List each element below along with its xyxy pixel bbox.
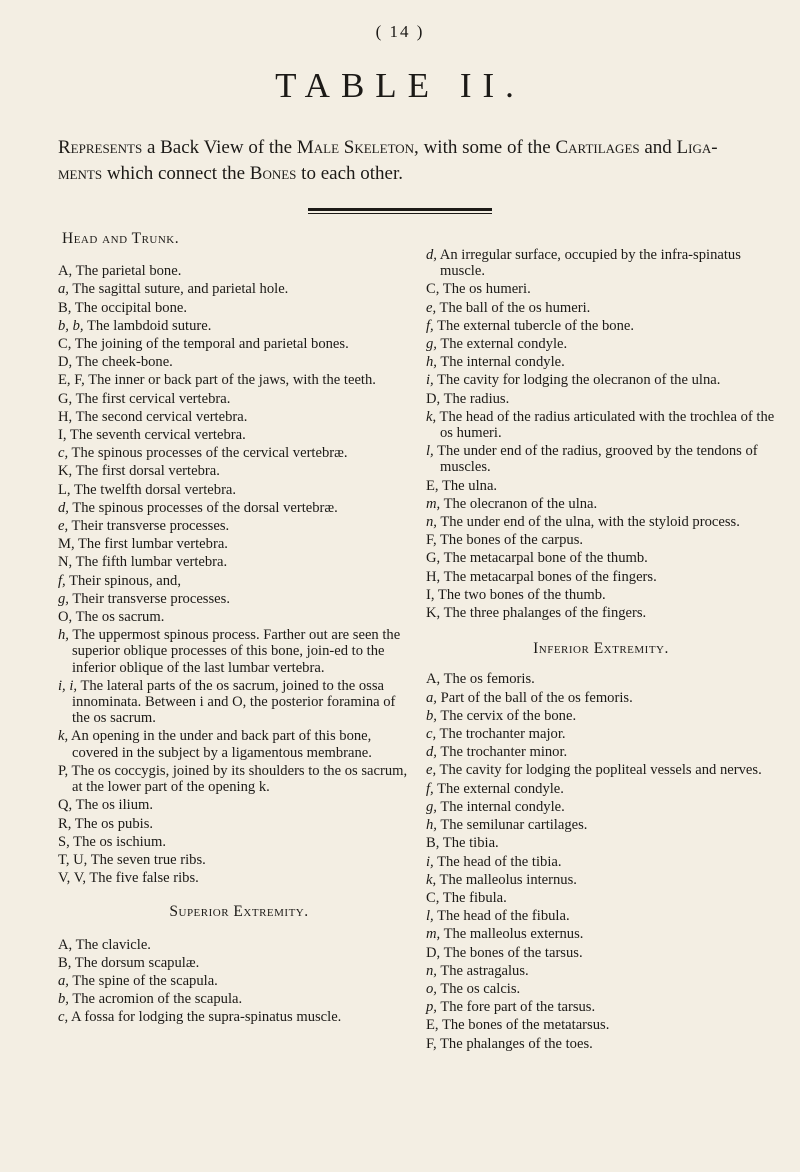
entry-key: T, U, xyxy=(58,851,88,868)
list-item xyxy=(426,336,776,352)
entry-key: D, xyxy=(426,390,441,407)
entry-text: The acromion of the scapula. xyxy=(72,991,243,1008)
list-item xyxy=(426,605,776,621)
entry-text: The lateral parts of the os sacrum, joined to the ossa innominata. Between i and O, the posterior foramina of the os sacrum. xyxy=(72,677,396,727)
entry-key: L, xyxy=(58,481,71,498)
entry-key: K, xyxy=(426,605,441,622)
list-item xyxy=(58,518,416,534)
entry-key: G, xyxy=(426,550,441,567)
list-item xyxy=(426,569,776,585)
entry-text: The head of the tibia. xyxy=(437,853,562,870)
list-item xyxy=(58,536,416,552)
list-item xyxy=(58,627,416,676)
list-item xyxy=(426,281,776,297)
subtitle-part: Bones xyxy=(249,163,297,184)
entry-key: A, xyxy=(426,671,441,688)
entry-text: The joining of the temporal and parietal bones. xyxy=(74,336,349,353)
entry-text: The spinous processes of the cervical vertebræ. xyxy=(71,445,348,462)
entry-key: g, xyxy=(426,336,437,353)
entry-text: The internal condyle. xyxy=(440,798,565,815)
list-item xyxy=(426,443,776,475)
entry-text: The first cervical vertebra. xyxy=(75,390,231,407)
entry-key: C, xyxy=(426,281,440,298)
list-item xyxy=(426,726,776,742)
list-item xyxy=(426,890,776,906)
list-item xyxy=(426,354,776,370)
entry-key: a, xyxy=(58,972,69,989)
entry-list-head-trunk xyxy=(58,263,416,886)
subtitle-part: to each other. xyxy=(296,163,403,184)
entry-text: The cheek-bone. xyxy=(75,354,173,371)
entry-key: d, xyxy=(426,744,437,761)
list-item xyxy=(426,963,776,979)
entry-text: The os ischium. xyxy=(73,833,166,850)
page-title: TABLE II. xyxy=(275,66,525,105)
entry-text: The three phalanges of the fingers. xyxy=(443,605,647,622)
list-item xyxy=(426,799,776,815)
entry-text: Their spinous, and, xyxy=(69,572,181,589)
list-item xyxy=(58,354,416,370)
entry-text: The bones of the metatarsus. xyxy=(441,1017,610,1034)
entry-text: The astragalus. xyxy=(440,962,529,979)
entry-key: i, xyxy=(426,372,434,389)
entry-key: k, xyxy=(426,408,437,425)
list-item xyxy=(58,463,416,479)
list-item xyxy=(426,872,776,888)
entry-key: c, xyxy=(58,445,69,462)
entry-key: i, i, xyxy=(58,677,78,694)
section-heading-inferior: Inferior Extremity. xyxy=(533,640,669,658)
entry-text: The external tubercle of the bone. xyxy=(437,317,635,334)
entry-key: a, xyxy=(58,281,69,298)
entry-text: The ulna. xyxy=(441,477,498,494)
list-item xyxy=(426,372,776,388)
entry-text: The os ilium. xyxy=(75,797,154,814)
entry-key: e, xyxy=(426,762,437,779)
list-item xyxy=(426,409,776,441)
entry-text: A fossa for lodging the supra-spinatus muscle. xyxy=(70,1009,342,1026)
entry-text: The seventh cervical vertebra. xyxy=(69,427,246,444)
entry-key: C, xyxy=(426,889,440,906)
entry-key: n, xyxy=(426,514,437,531)
entry-text: The trochanter minor. xyxy=(440,744,568,761)
entry-text: The os calcis. xyxy=(440,980,521,997)
list-item xyxy=(58,573,416,589)
list-item xyxy=(426,1017,776,1033)
entry-text: Their transverse processes. xyxy=(71,518,230,535)
entry-text: The metacarpal bone of the thumb. xyxy=(443,550,648,567)
entry-text: The spinous processes of the dorsal vertebræ. xyxy=(72,499,338,516)
entry-key: g, xyxy=(426,798,437,815)
entry-key: H, xyxy=(426,568,441,585)
entry-text: The os femoris. xyxy=(443,671,535,688)
entry-key: h, xyxy=(426,354,437,371)
entry-text: The head of the radius articulated with the trochlea of the os humeri. xyxy=(439,408,775,442)
entry-key: S, xyxy=(58,833,70,850)
entry-text: An opening in the under and back part of this bone, covered in the subject by a ligamentous membrane. xyxy=(70,728,372,761)
entry-text: The sagittal suture, and parietal hole. xyxy=(72,281,289,298)
list-item xyxy=(426,817,776,833)
entry-text: The metacarpal bones of the fingers. xyxy=(443,568,657,585)
list-item xyxy=(58,372,416,388)
entry-key: b, xyxy=(58,991,69,1008)
entry-text: Part of the ball of the os femoris. xyxy=(440,689,633,706)
entry-key: e, xyxy=(426,299,437,316)
list-item xyxy=(58,834,416,850)
subtitle-part: Represents xyxy=(58,137,143,158)
list-item xyxy=(426,1036,776,1052)
entry-text: The first lumbar vertebra. xyxy=(78,536,228,553)
list-item xyxy=(58,500,416,516)
list-item xyxy=(58,678,416,727)
entry-key: A, xyxy=(58,263,73,280)
entry-key: N, xyxy=(58,554,73,571)
entry-key: f, xyxy=(426,780,434,797)
entry-key: M, xyxy=(58,536,75,553)
subtitle-part: which connect the xyxy=(102,163,250,184)
entry-key: h, xyxy=(426,817,437,834)
list-item xyxy=(58,336,416,352)
list-item xyxy=(58,318,416,334)
entry-list-inferior xyxy=(426,671,776,1051)
list-item xyxy=(58,591,416,607)
entry-key: I, xyxy=(58,427,67,444)
entry-key: n, xyxy=(426,962,437,979)
list-item xyxy=(426,708,776,724)
entry-key: F, xyxy=(426,1035,437,1052)
subtitle-part: ments xyxy=(58,163,103,184)
list-item xyxy=(58,482,416,498)
entry-key: o, xyxy=(426,980,437,997)
list-item xyxy=(426,514,776,530)
list-item xyxy=(426,247,776,279)
entry-text: The occipital bone. xyxy=(74,299,188,316)
entry-key: H, xyxy=(58,408,73,425)
entry-key: G, xyxy=(58,390,73,407)
list-item xyxy=(426,781,776,797)
entry-key: D, xyxy=(58,354,73,371)
entry-text: The external condyle. xyxy=(440,336,568,353)
list-item xyxy=(426,744,776,760)
entry-text: The malleolus externus. xyxy=(443,926,584,943)
entry-text: An irregular surface, occupied by the infra-spinatus muscle. xyxy=(439,247,741,280)
entry-key: c, xyxy=(58,1009,69,1026)
entry-text: The os pubis. xyxy=(74,815,154,832)
list-item xyxy=(426,587,776,603)
list-item xyxy=(58,937,416,953)
entry-key: l, xyxy=(426,908,434,925)
entry-key: c, xyxy=(426,726,437,743)
list-item xyxy=(58,870,416,886)
list-item xyxy=(426,496,776,512)
list-item xyxy=(58,816,416,832)
subtitle-part: and xyxy=(639,137,677,158)
subtitle-part: Liga- xyxy=(676,137,718,158)
list-item xyxy=(58,955,416,971)
subtitle-part: Male Skeleton, xyxy=(296,137,419,158)
list-item xyxy=(426,690,776,706)
left-column xyxy=(58,231,416,1028)
entry-text: The cavity for lodging the olecranon of the ulna. xyxy=(437,372,721,389)
list-item xyxy=(426,999,776,1015)
entry-text: The seven true ribs. xyxy=(90,851,206,868)
entry-text: The uppermost spinous process. Farther out are seen the superior oblique processes of this bone, join-ed to the inferior oblique of the last lumbar vertebra. xyxy=(72,627,401,676)
entry-key: Q, xyxy=(58,797,73,814)
entry-key: h, xyxy=(58,627,69,644)
entry-key: e, xyxy=(58,518,69,535)
entry-text: The internal condyle. xyxy=(440,354,565,371)
entry-text: The cervix of the bone. xyxy=(440,707,577,724)
entry-text: The bones of the carpus. xyxy=(440,532,584,549)
list-item xyxy=(426,926,776,942)
entry-text: The semilunar cartilages. xyxy=(440,817,588,834)
entry-key: d, xyxy=(58,499,69,516)
list-item xyxy=(426,854,776,870)
section-heading-superior: Superior Extremity. xyxy=(169,903,309,921)
entry-key: d, xyxy=(426,247,437,263)
list-item xyxy=(58,300,416,316)
entry-text: The phalanges of the toes. xyxy=(440,1035,593,1052)
entry-text: The fibula. xyxy=(442,889,507,906)
entry-key: F, xyxy=(426,532,437,549)
entry-text: The twelfth dorsal vertebra. xyxy=(73,481,237,498)
entry-key: K, xyxy=(58,463,73,480)
entry-text: The malleolus internus. xyxy=(439,871,577,888)
list-item xyxy=(426,300,776,316)
entry-key: B, xyxy=(426,835,440,852)
entry-key: f, xyxy=(426,317,434,334)
list-item xyxy=(426,835,776,851)
entry-key: D, xyxy=(426,944,441,961)
entry-key: g, xyxy=(58,590,69,607)
entry-text: The os sacrum. xyxy=(75,609,165,626)
entry-text: The bones of the tarsus. xyxy=(443,944,583,961)
entry-key: V, V, xyxy=(58,870,86,887)
entry-text: The lambdoid suture. xyxy=(86,317,212,334)
list-item xyxy=(426,478,776,494)
entry-text: The external condyle. xyxy=(437,780,564,797)
entry-text: The os coccygis, joined by its shoulders to the os sacrum, at the lower part of the opening k. xyxy=(71,762,408,796)
entry-key: I, xyxy=(426,586,435,603)
entry-text: The clavicle. xyxy=(75,936,151,953)
entry-text: The radius. xyxy=(443,390,510,407)
entry-key: k, xyxy=(58,728,69,745)
entry-key: a, xyxy=(426,689,437,706)
list-item xyxy=(58,554,416,570)
list-item xyxy=(58,728,416,760)
list-item xyxy=(58,263,416,279)
entry-list-superior-right xyxy=(426,247,776,621)
entry-key: E, xyxy=(426,477,439,494)
list-item xyxy=(58,445,416,461)
entry-text: Their transverse processes. xyxy=(72,590,230,607)
entry-text: The fore part of the tarsus. xyxy=(440,999,596,1016)
entry-key: E, xyxy=(426,1017,439,1034)
entry-key: C, xyxy=(58,336,72,353)
entry-key: O, xyxy=(58,609,73,626)
page-subtitle xyxy=(58,135,758,187)
entry-key: A, xyxy=(58,936,73,953)
entry-key: k, xyxy=(426,871,437,888)
entry-key: m, xyxy=(426,495,441,512)
list-item xyxy=(58,391,416,407)
list-item xyxy=(58,973,416,989)
list-item xyxy=(426,908,776,924)
list-item xyxy=(426,391,776,407)
entry-text: The ball of the os humeri. xyxy=(439,299,591,316)
entry-text: The os humeri. xyxy=(442,281,531,298)
entry-text: The olecranon of the ulna. xyxy=(443,495,598,512)
entry-text: The under end of the radius, grooved by the tendons of muscles. xyxy=(437,443,758,476)
right-column xyxy=(426,247,776,1054)
list-item xyxy=(426,318,776,334)
entry-key: E, F, xyxy=(58,372,85,389)
list-item xyxy=(58,852,416,868)
entry-key: B, xyxy=(58,299,72,316)
list-item xyxy=(426,981,776,997)
subtitle-part: a Back View of the xyxy=(142,137,297,158)
subtitle-part: with some of the xyxy=(418,137,556,158)
list-item xyxy=(58,427,416,443)
entry-key: R, xyxy=(58,815,72,832)
entry-text: The second cervical vertebra. xyxy=(75,408,248,425)
entry-text: The two bones of the thumb. xyxy=(437,586,606,603)
entry-key: B, xyxy=(58,954,72,971)
list-item xyxy=(426,945,776,961)
subtitle-part: Cartilages xyxy=(555,137,640,158)
section-heading-head-trunk: Head and Trunk. xyxy=(62,230,180,247)
list-item xyxy=(58,281,416,297)
entry-key: i, xyxy=(426,853,434,870)
entry-key: m, xyxy=(426,926,441,943)
list-item xyxy=(58,1009,416,1025)
entry-key: b, b, xyxy=(58,317,84,334)
list-item xyxy=(58,991,416,1007)
entry-key: f, xyxy=(58,572,66,589)
entry-text: The tibia. xyxy=(442,835,499,852)
list-item xyxy=(426,671,776,687)
entry-text: The cavity for lodging the popliteal vessels and nerves. xyxy=(439,762,762,779)
entry-key: b, xyxy=(426,707,437,724)
entry-text: The inner or back part of the jaws, with the teeth. xyxy=(88,372,376,389)
entry-text: The fifth lumbar vertebra. xyxy=(75,554,228,571)
page-number: ( 14 ) xyxy=(375,22,425,41)
entry-key: P, xyxy=(58,762,69,779)
entry-text: The five false ribs. xyxy=(89,870,199,887)
entry-text: The parietal bone. xyxy=(75,263,182,280)
list-item xyxy=(426,550,776,566)
list-item xyxy=(426,762,776,778)
divider-rule xyxy=(308,208,492,211)
entry-text: The under end of the ulna, with the styloid process. xyxy=(440,514,740,531)
entry-text: The spine of the scapula. xyxy=(72,972,218,989)
entry-text: The dorsum scapulæ. xyxy=(74,954,200,971)
list-item xyxy=(58,609,416,625)
entry-text: The head of the fibula. xyxy=(437,908,570,925)
list-item xyxy=(58,763,416,795)
entry-key: p, xyxy=(426,999,437,1016)
list-item xyxy=(426,532,776,548)
divider-rule xyxy=(308,213,492,214)
list-item xyxy=(58,797,416,813)
entry-list-superior-left xyxy=(58,937,416,1026)
entry-text: The trochanter major. xyxy=(439,726,566,743)
entry-text: The first dorsal vertebra. xyxy=(75,463,220,480)
entry-key: l, xyxy=(426,443,434,460)
list-item xyxy=(58,409,416,425)
